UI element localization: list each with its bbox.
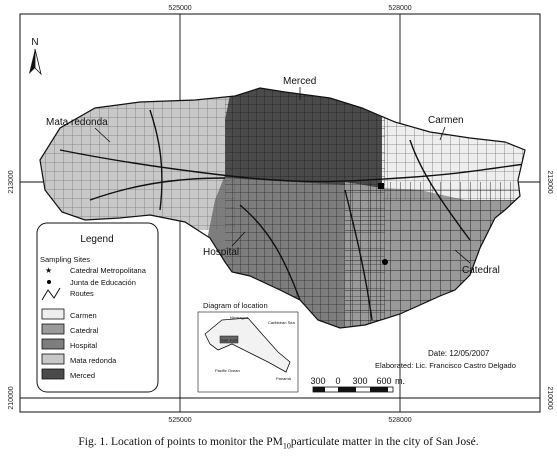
scale-unit: m.	[395, 376, 405, 386]
legend	[37, 223, 158, 392]
legend-site1: Catedral Metropolitana	[70, 266, 146, 275]
coord-bottom-1: 525000	[168, 417, 192, 424]
label-carmen: Carmen	[428, 115, 464, 126]
scale-label-2: 300	[352, 376, 368, 386]
swatch-mata-redonda	[42, 354, 64, 364]
north-label: N	[31, 37, 39, 48]
sampling-site-junta-educacion	[382, 259, 388, 265]
coord-bottom-2: 528000	[388, 417, 412, 424]
coord-top-1: 525000	[168, 5, 192, 12]
caption-prefix: Fig. 1. Location of points to monitor the PM	[78, 436, 283, 448]
legend-item-carmen: Carmen	[70, 311, 97, 320]
location-label-pacific: Pacific Ocean	[215, 368, 240, 373]
legend-item-catedral: Catedral	[70, 326, 99, 335]
legend-item-merced: Merced	[70, 371, 96, 380]
dot-icon	[47, 280, 51, 284]
label-catedral: Catedral	[462, 265, 500, 276]
location-label-nicaragua: Nicaragua	[230, 315, 249, 320]
sampling-site-catedral-metropolitana	[378, 183, 384, 189]
scale-label-3: 600	[376, 376, 392, 386]
swatch-catedral	[42, 324, 64, 334]
location-diagram	[198, 301, 298, 392]
coord-right-1: 213000	[546, 170, 553, 194]
caption-suffix: particulate matter in the city of San José.	[290, 436, 479, 448]
legend-sampling-title: Sampling Sites	[40, 255, 91, 264]
scale-label-0: 300	[310, 376, 326, 386]
caption-subscript: 10	[282, 441, 291, 451]
scale-bar	[310, 376, 405, 392]
coord-top-2: 528000	[388, 5, 412, 12]
location-label-panama: Panamá	[276, 376, 291, 381]
label-mata-redonda: Mata redonda	[46, 117, 108, 128]
legend-routes: Routes	[70, 289, 94, 298]
legend-title: Legend	[80, 234, 114, 245]
label-merced: Merced	[283, 76, 317, 87]
label-hospital: Hospital	[203, 247, 240, 258]
swatch-merced	[42, 369, 64, 379]
legend-site2: Junta de Educación	[70, 278, 136, 287]
figure-caption	[0, 436, 557, 450]
map-date: Date: 12/05/2007	[428, 349, 490, 358]
scale-label-1: 0	[335, 376, 341, 386]
coord-right-2: 210000	[546, 386, 553, 410]
location-label-sanjose: San José	[221, 337, 238, 343]
swatch-hospital	[42, 339, 64, 349]
coord-left-1: 213000	[8, 170, 15, 194]
legend-item-mata-redonda: Mata redonda	[70, 356, 117, 365]
legend-item-hospital: Hospital	[70, 341, 98, 350]
star-icon: ★	[45, 266, 53, 275]
location-diagram-title: Diagram of location	[203, 301, 268, 310]
swatch-carmen	[42, 309, 64, 319]
map-elaborated: Elaborated: Lic. Francisco Castro Delgado	[375, 361, 516, 370]
location-label-caribbean: Caribbean Sea	[268, 320, 295, 325]
coord-left-2: 210000	[8, 386, 15, 410]
